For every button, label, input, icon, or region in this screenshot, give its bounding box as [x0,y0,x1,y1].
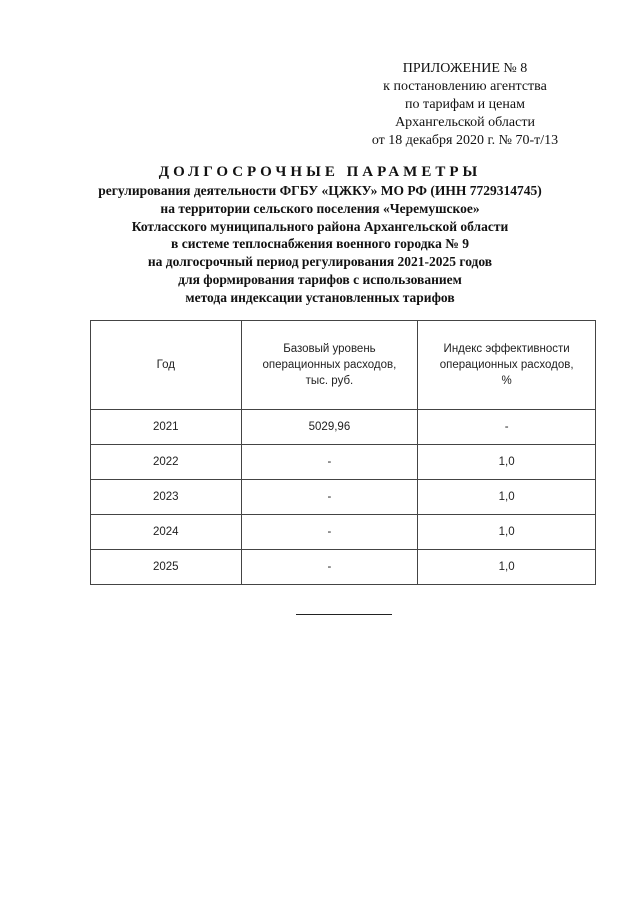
appendix-date-line: от 18 декабря 2020 г. № 70-т/13 [371,133,559,148]
cell-year: 2023 [91,480,242,515]
parameters-table [90,320,596,585]
table-row [91,550,596,585]
appendix-line: к постановлению агентства [383,79,547,94]
cell-base-level: - [241,550,418,585]
cell-year: 2024 [91,515,242,550]
title-line: Котласского муниципального района Архангельской области [131,218,509,234]
appendix-line: по тарифам и ценам [405,97,525,112]
cell-base-level: - [241,480,418,515]
cell-base-level: - [241,515,418,550]
cell-efficiency-index: 1,0 [418,515,596,550]
table-row [91,515,596,550]
cell-base-level: - [241,445,418,480]
header-efficiency-index: Индекс эффективности операционных расходов, % [418,321,596,410]
title-line: метода индексации установленных тарифов [185,289,455,305]
document-title [60,162,580,307]
cell-efficiency-index: 1,0 [418,445,596,480]
appendix-line: Архангельской области [395,115,535,130]
cell-year: 2021 [91,410,242,445]
header-base-level: Базовый уровень операционных расходов, тыс. руб. [241,321,418,410]
end-divider [296,614,392,615]
cell-year: 2022 [91,445,242,480]
cell-efficiency-index: 1,0 [418,480,596,515]
title-line: в системе теплоснабжения военного городка № 9 [171,236,469,252]
table-row [91,480,596,515]
table-row [91,445,596,480]
cell-efficiency-index: 1,0 [418,550,596,585]
title-line: на территории сельского поселения «Черемушское» [160,200,480,216]
table-header-row [91,321,596,410]
cell-year: 2025 [91,550,242,585]
header-year: Год [91,321,242,410]
cell-efficiency-index: - [418,410,596,445]
table-row [91,410,596,445]
appendix-number: ПРИЛОЖЕНИЕ № 8 [402,61,528,76]
title-line: регулирования деятельности ФГБУ «ЦЖКУ» МО РФ (ИНН 7729314745) [98,183,542,198]
title-line: для формирования тарифов с использованием [178,271,462,287]
title-line: на долгосрочный период регулирования 2021-2025 годов [147,254,493,270]
appendix-header [330,60,600,150]
cell-base-level: 5029,96 [241,410,418,445]
title-main: ДОЛГОСРОЧНЫЕ ПАРАМЕТРЫ [158,164,482,180]
